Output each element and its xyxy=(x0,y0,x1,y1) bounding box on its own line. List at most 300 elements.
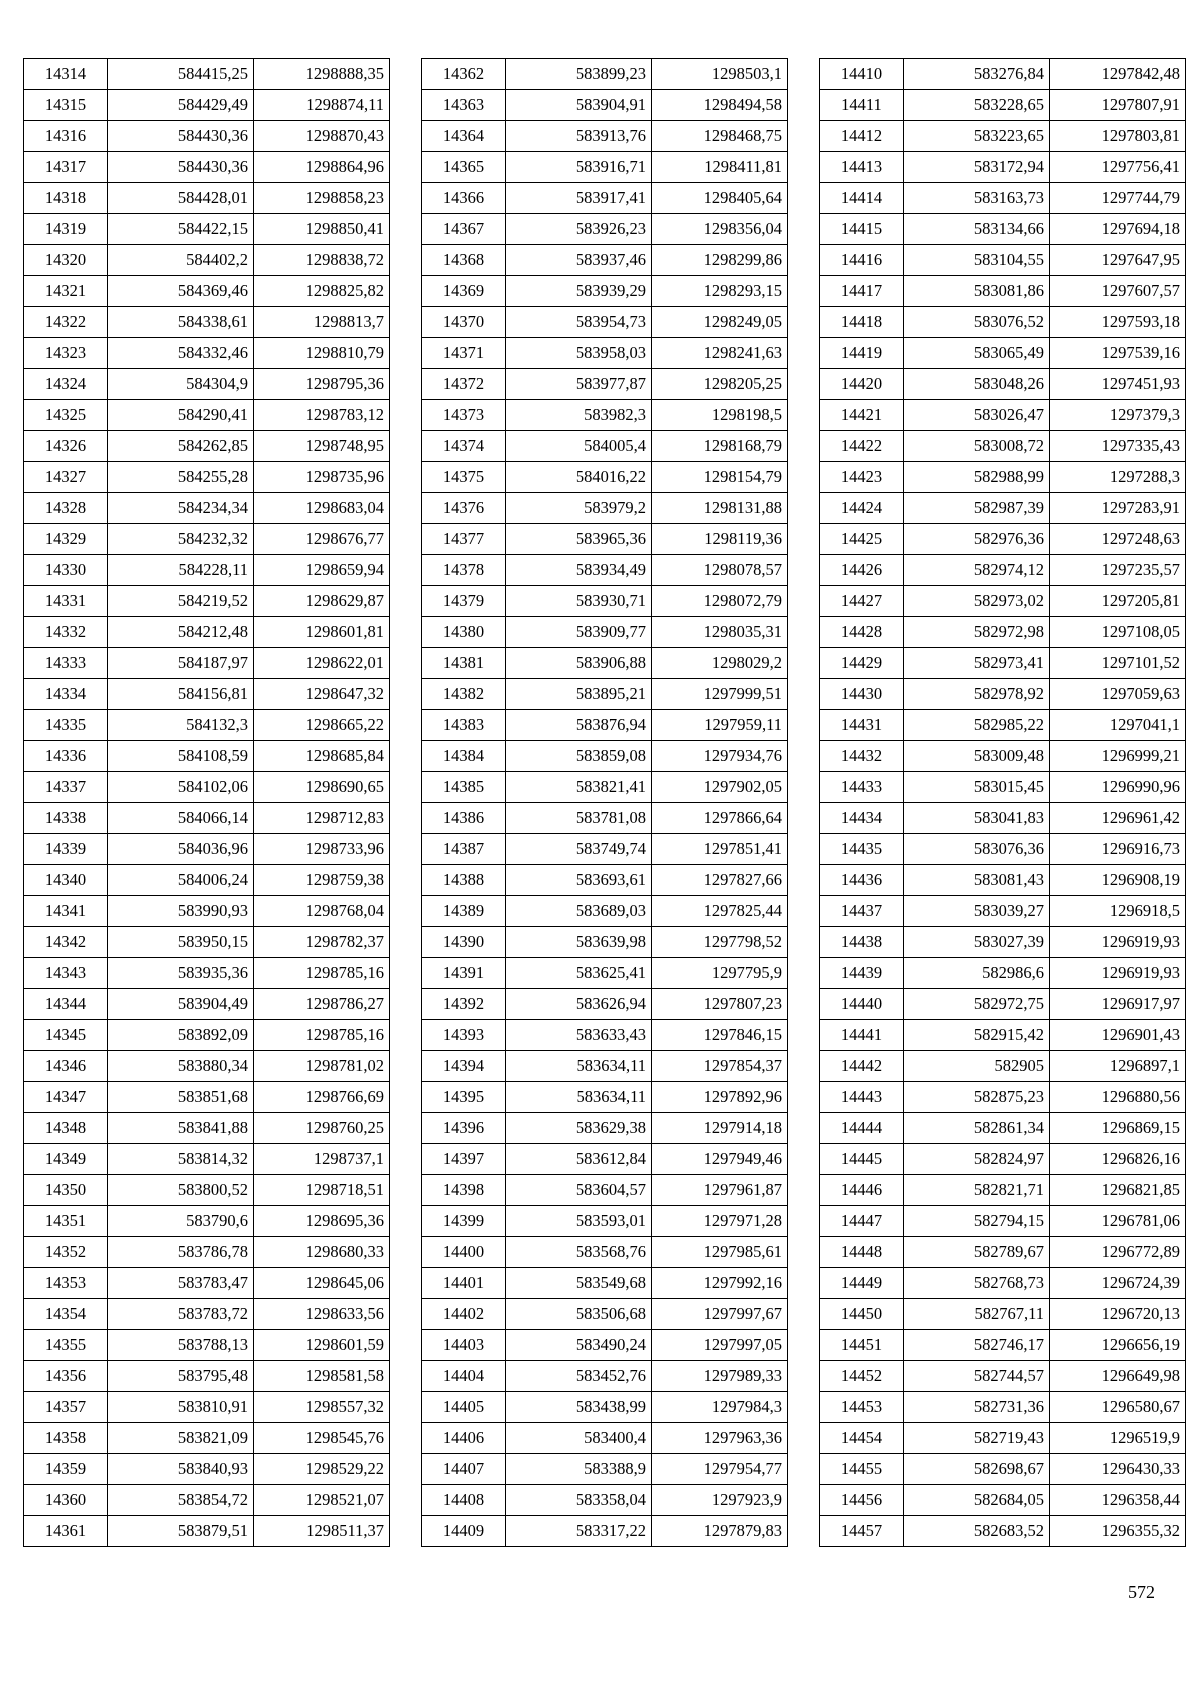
point-id-cell: 14385 xyxy=(422,772,506,803)
point-id-cell: 14448 xyxy=(820,1237,904,1268)
x-coordinate-cell: 583163,73 xyxy=(904,183,1050,214)
table-row xyxy=(820,710,1186,741)
point-id-cell: 14343 xyxy=(24,958,108,989)
y-coordinate-cell: 1298838,72 xyxy=(254,245,390,276)
x-coordinate-cell: 583854,72 xyxy=(108,1485,254,1516)
table-row xyxy=(422,958,788,989)
table-row xyxy=(820,772,1186,803)
table-row xyxy=(422,896,788,927)
table-row xyxy=(422,152,788,183)
y-coordinate-cell: 1297866,64 xyxy=(652,803,788,834)
x-coordinate-cell: 583934,49 xyxy=(506,555,652,586)
point-id-cell: 14440 xyxy=(820,989,904,1020)
y-coordinate-cell: 1296908,19 xyxy=(1050,865,1186,896)
table-row xyxy=(820,1361,1186,1392)
table-row xyxy=(24,772,390,803)
table-row xyxy=(24,1268,390,1299)
point-id-cell: 14382 xyxy=(422,679,506,710)
table-row xyxy=(422,617,788,648)
x-coordinate-cell: 583388,9 xyxy=(506,1454,652,1485)
x-coordinate-cell: 584430,36 xyxy=(108,121,254,152)
y-coordinate-cell: 1298511,37 xyxy=(254,1516,390,1547)
x-coordinate-cell: 584428,01 xyxy=(108,183,254,214)
table-row xyxy=(422,772,788,803)
point-id-cell: 14407 xyxy=(422,1454,506,1485)
x-coordinate-cell: 583506,68 xyxy=(506,1299,652,1330)
y-coordinate-cell: 1298759,38 xyxy=(254,865,390,896)
x-coordinate-cell: 584332,46 xyxy=(108,338,254,369)
x-coordinate-cell: 583859,08 xyxy=(506,741,652,772)
y-coordinate-cell: 1297923,9 xyxy=(652,1485,788,1516)
y-coordinate-cell: 1298810,79 xyxy=(254,338,390,369)
x-coordinate-cell: 582821,71 xyxy=(904,1175,1050,1206)
point-id-cell: 14391 xyxy=(422,958,506,989)
table-row xyxy=(820,183,1186,214)
x-coordinate-cell: 583639,98 xyxy=(506,927,652,958)
x-coordinate-cell: 583800,52 xyxy=(108,1175,254,1206)
point-id-cell: 14344 xyxy=(24,989,108,1020)
y-coordinate-cell: 1298781,02 xyxy=(254,1051,390,1082)
x-coordinate-cell: 583693,61 xyxy=(506,865,652,896)
y-coordinate-cell: 1298601,59 xyxy=(254,1330,390,1361)
x-coordinate-cell: 583076,52 xyxy=(904,307,1050,338)
y-coordinate-cell: 1298785,16 xyxy=(254,1020,390,1051)
table-row xyxy=(422,989,788,1020)
y-coordinate-cell: 1297985,61 xyxy=(652,1237,788,1268)
table-row xyxy=(422,59,788,90)
x-coordinate-cell: 582987,39 xyxy=(904,493,1050,524)
y-coordinate-cell: 1297984,3 xyxy=(652,1392,788,1423)
y-coordinate-cell: 1298293,15 xyxy=(652,276,788,307)
table-row xyxy=(422,586,788,617)
point-id-cell: 14355 xyxy=(24,1330,108,1361)
point-id-cell: 14360 xyxy=(24,1485,108,1516)
point-id-cell: 14389 xyxy=(422,896,506,927)
table-row xyxy=(24,431,390,462)
point-id-cell: 14439 xyxy=(820,958,904,989)
x-coordinate-cell: 583634,11 xyxy=(506,1082,652,1113)
y-coordinate-cell: 1298676,77 xyxy=(254,524,390,555)
point-id-cell: 14387 xyxy=(422,834,506,865)
x-coordinate-cell: 582988,99 xyxy=(904,462,1050,493)
y-coordinate-cell: 1298545,76 xyxy=(254,1423,390,1454)
y-coordinate-cell: 1298737,1 xyxy=(254,1144,390,1175)
point-id-cell: 14381 xyxy=(422,648,506,679)
point-id-cell: 14456 xyxy=(820,1485,904,1516)
y-coordinate-cell: 1297851,41 xyxy=(652,834,788,865)
point-id-cell: 14408 xyxy=(422,1485,506,1516)
y-coordinate-cell: 1296869,15 xyxy=(1050,1113,1186,1144)
x-coordinate-cell: 582719,43 xyxy=(904,1423,1050,1454)
point-id-cell: 14423 xyxy=(820,462,904,493)
point-id-cell: 14401 xyxy=(422,1268,506,1299)
point-id-cell: 14350 xyxy=(24,1175,108,1206)
table-row xyxy=(24,462,390,493)
y-coordinate-cell: 1297961,87 xyxy=(652,1175,788,1206)
point-id-cell: 14380 xyxy=(422,617,506,648)
point-id-cell: 14421 xyxy=(820,400,904,431)
table-row xyxy=(422,1175,788,1206)
x-coordinate-cell: 583979,2 xyxy=(506,493,652,524)
y-coordinate-cell: 1298888,35 xyxy=(254,59,390,90)
table-row xyxy=(422,1268,788,1299)
x-coordinate-cell: 584066,14 xyxy=(108,803,254,834)
point-id-cell: 14370 xyxy=(422,307,506,338)
table-row xyxy=(820,214,1186,245)
table-row xyxy=(422,245,788,276)
table-row xyxy=(24,1082,390,1113)
point-id-cell: 14404 xyxy=(422,1361,506,1392)
point-id-cell: 14390 xyxy=(422,927,506,958)
y-coordinate-cell: 1298712,83 xyxy=(254,803,390,834)
x-coordinate-cell: 583065,49 xyxy=(904,338,1050,369)
table-row xyxy=(820,1454,1186,1485)
table-row xyxy=(24,276,390,307)
y-coordinate-cell: 1296772,89 xyxy=(1050,1237,1186,1268)
x-coordinate-cell: 584212,48 xyxy=(108,617,254,648)
table-row xyxy=(24,90,390,121)
y-coordinate-cell: 1297999,51 xyxy=(652,679,788,710)
x-coordinate-cell: 584219,52 xyxy=(108,586,254,617)
x-coordinate-cell: 582978,92 xyxy=(904,679,1050,710)
x-coordinate-cell: 583851,68 xyxy=(108,1082,254,1113)
y-coordinate-cell: 1296720,13 xyxy=(1050,1299,1186,1330)
y-coordinate-cell: 1298813,7 xyxy=(254,307,390,338)
x-coordinate-cell: 583749,74 xyxy=(506,834,652,865)
x-coordinate-cell: 583904,91 xyxy=(506,90,652,121)
point-id-cell: 14402 xyxy=(422,1299,506,1330)
table-row xyxy=(820,958,1186,989)
y-coordinate-cell: 1298198,5 xyxy=(652,400,788,431)
point-id-cell: 14437 xyxy=(820,896,904,927)
point-id-cell: 14426 xyxy=(820,555,904,586)
point-id-cell: 14371 xyxy=(422,338,506,369)
y-coordinate-cell: 1298131,88 xyxy=(652,493,788,524)
table-row xyxy=(24,307,390,338)
y-coordinate-cell: 1297248,63 xyxy=(1050,524,1186,555)
point-id-cell: 14340 xyxy=(24,865,108,896)
x-coordinate-cell: 584132,3 xyxy=(108,710,254,741)
point-id-cell: 14410 xyxy=(820,59,904,90)
x-coordinate-cell: 583317,22 xyxy=(506,1516,652,1547)
x-coordinate-cell: 583840,93 xyxy=(108,1454,254,1485)
y-coordinate-cell: 1298870,43 xyxy=(254,121,390,152)
y-coordinate-cell: 1298035,31 xyxy=(652,617,788,648)
point-id-cell: 14442 xyxy=(820,1051,904,1082)
table-row xyxy=(24,152,390,183)
y-coordinate-cell: 1298659,94 xyxy=(254,555,390,586)
table-row xyxy=(24,1361,390,1392)
y-coordinate-cell: 1296917,97 xyxy=(1050,989,1186,1020)
x-coordinate-cell: 584422,15 xyxy=(108,214,254,245)
x-coordinate-cell: 583790,6 xyxy=(108,1206,254,1237)
y-coordinate-cell: 1297949,46 xyxy=(652,1144,788,1175)
table-row xyxy=(24,1237,390,1268)
table-row xyxy=(820,1299,1186,1330)
point-id-cell: 14375 xyxy=(422,462,506,493)
point-id-cell: 14432 xyxy=(820,741,904,772)
table-row xyxy=(422,524,788,555)
y-coordinate-cell: 1298858,23 xyxy=(254,183,390,214)
y-coordinate-cell: 1298205,25 xyxy=(652,369,788,400)
x-coordinate-cell: 583568,76 xyxy=(506,1237,652,1268)
y-coordinate-cell: 1297803,81 xyxy=(1050,121,1186,152)
x-coordinate-cell: 583904,49 xyxy=(108,989,254,1020)
point-id-cell: 14338 xyxy=(24,803,108,834)
table-row xyxy=(422,927,788,958)
y-coordinate-cell: 1296649,98 xyxy=(1050,1361,1186,1392)
point-id-cell: 14353 xyxy=(24,1268,108,1299)
y-coordinate-cell: 1297959,11 xyxy=(652,710,788,741)
x-coordinate-cell: 584187,97 xyxy=(108,648,254,679)
point-id-cell: 14379 xyxy=(422,586,506,617)
point-id-cell: 14431 xyxy=(820,710,904,741)
y-coordinate-cell: 1298825,82 xyxy=(254,276,390,307)
point-id-cell: 14443 xyxy=(820,1082,904,1113)
table-row xyxy=(820,1051,1186,1082)
x-coordinate-cell: 583438,99 xyxy=(506,1392,652,1423)
y-coordinate-cell: 1297205,81 xyxy=(1050,586,1186,617)
y-coordinate-cell: 1297971,28 xyxy=(652,1206,788,1237)
x-coordinate-cell: 582972,75 xyxy=(904,989,1050,1020)
table-row xyxy=(24,958,390,989)
table-row xyxy=(422,1237,788,1268)
point-id-cell: 14438 xyxy=(820,927,904,958)
table-row xyxy=(820,152,1186,183)
x-coordinate-cell: 582875,23 xyxy=(904,1082,1050,1113)
point-id-cell: 14359 xyxy=(24,1454,108,1485)
point-id-cell: 14420 xyxy=(820,369,904,400)
x-coordinate-cell: 583783,47 xyxy=(108,1268,254,1299)
table-row xyxy=(820,524,1186,555)
x-coordinate-cell: 582985,22 xyxy=(904,710,1050,741)
y-coordinate-cell: 1297607,57 xyxy=(1050,276,1186,307)
table-row xyxy=(24,1206,390,1237)
x-coordinate-cell: 583009,48 xyxy=(904,741,1050,772)
y-coordinate-cell: 1297379,3 xyxy=(1050,400,1186,431)
point-id-cell: 14394 xyxy=(422,1051,506,1082)
point-id-cell: 14388 xyxy=(422,865,506,896)
table-row xyxy=(422,307,788,338)
x-coordinate-cell: 584415,25 xyxy=(108,59,254,90)
table-row xyxy=(422,1392,788,1423)
table-row xyxy=(24,927,390,958)
table-row xyxy=(24,1485,390,1516)
y-coordinate-cell: 1298503,1 xyxy=(652,59,788,90)
table-row xyxy=(24,245,390,276)
x-coordinate-cell: 583958,03 xyxy=(506,338,652,369)
table-row xyxy=(24,710,390,741)
point-id-cell: 14395 xyxy=(422,1082,506,1113)
point-id-cell: 14429 xyxy=(820,648,904,679)
table-row xyxy=(24,1423,390,1454)
table-row xyxy=(24,1020,390,1051)
y-coordinate-cell: 1298633,56 xyxy=(254,1299,390,1330)
point-id-cell: 14399 xyxy=(422,1206,506,1237)
x-coordinate-cell: 582973,41 xyxy=(904,648,1050,679)
x-coordinate-cell: 583015,45 xyxy=(904,772,1050,803)
x-coordinate-cell: 583081,86 xyxy=(904,276,1050,307)
point-id-cell: 14324 xyxy=(24,369,108,400)
table-row xyxy=(422,1485,788,1516)
y-coordinate-cell: 1297842,48 xyxy=(1050,59,1186,90)
point-id-cell: 14453 xyxy=(820,1392,904,1423)
table-row xyxy=(422,276,788,307)
table-row xyxy=(422,1020,788,1051)
table-row xyxy=(24,896,390,927)
table-row xyxy=(422,710,788,741)
point-id-cell: 14454 xyxy=(820,1423,904,1454)
table-row xyxy=(24,524,390,555)
y-coordinate-cell: 1296781,06 xyxy=(1050,1206,1186,1237)
y-coordinate-cell: 1296918,5 xyxy=(1050,896,1186,927)
table-row xyxy=(24,741,390,772)
point-id-cell: 14314 xyxy=(24,59,108,90)
y-coordinate-cell: 1297288,3 xyxy=(1050,462,1186,493)
table-row xyxy=(820,803,1186,834)
point-id-cell: 14430 xyxy=(820,679,904,710)
y-coordinate-cell: 1298029,2 xyxy=(652,648,788,679)
x-coordinate-cell: 583626,94 xyxy=(506,989,652,1020)
point-id-cell: 14328 xyxy=(24,493,108,524)
point-id-cell: 14416 xyxy=(820,245,904,276)
y-coordinate-cell: 1298760,25 xyxy=(254,1113,390,1144)
table-row xyxy=(24,493,390,524)
y-coordinate-cell: 1297854,37 xyxy=(652,1051,788,1082)
table-row xyxy=(24,214,390,245)
table-row xyxy=(422,1082,788,1113)
x-coordinate-cell: 582824,97 xyxy=(904,1144,1050,1175)
y-coordinate-cell: 1296880,56 xyxy=(1050,1082,1186,1113)
y-coordinate-cell: 1298645,06 xyxy=(254,1268,390,1299)
x-coordinate-cell: 584262,85 xyxy=(108,431,254,462)
table-row xyxy=(820,865,1186,896)
table-row xyxy=(820,307,1186,338)
point-id-cell: 14326 xyxy=(24,431,108,462)
x-coordinate-cell: 582986,6 xyxy=(904,958,1050,989)
x-coordinate-cell: 583048,26 xyxy=(904,369,1050,400)
table-row xyxy=(820,59,1186,90)
x-coordinate-cell: 582684,05 xyxy=(904,1485,1050,1516)
y-coordinate-cell: 1297954,77 xyxy=(652,1454,788,1485)
table-row xyxy=(820,338,1186,369)
x-coordinate-cell: 583926,23 xyxy=(506,214,652,245)
x-coordinate-cell: 584369,46 xyxy=(108,276,254,307)
y-coordinate-cell: 1297647,95 xyxy=(1050,245,1186,276)
x-coordinate-cell: 584232,32 xyxy=(108,524,254,555)
x-coordinate-cell: 582973,02 xyxy=(904,586,1050,617)
x-coordinate-cell: 583913,76 xyxy=(506,121,652,152)
y-coordinate-cell: 1296821,85 xyxy=(1050,1175,1186,1206)
point-id-cell: 14362 xyxy=(422,59,506,90)
x-coordinate-cell: 583625,41 xyxy=(506,958,652,989)
table-row xyxy=(820,834,1186,865)
point-id-cell: 14365 xyxy=(422,152,506,183)
coordinate-table-1 xyxy=(23,58,390,1547)
x-coordinate-cell: 583909,77 xyxy=(506,617,652,648)
y-coordinate-cell: 1298581,58 xyxy=(254,1361,390,1392)
y-coordinate-cell: 1298766,69 xyxy=(254,1082,390,1113)
table-row xyxy=(24,1113,390,1144)
coordinate-table-2 xyxy=(421,58,788,1547)
table-row xyxy=(422,338,788,369)
y-coordinate-cell: 1298718,51 xyxy=(254,1175,390,1206)
x-coordinate-cell: 583814,32 xyxy=(108,1144,254,1175)
y-coordinate-cell: 1298154,79 xyxy=(652,462,788,493)
table-row xyxy=(24,338,390,369)
table-row xyxy=(422,369,788,400)
point-id-cell: 14351 xyxy=(24,1206,108,1237)
y-coordinate-cell: 1297795,9 xyxy=(652,958,788,989)
point-id-cell: 14361 xyxy=(24,1516,108,1547)
table-row xyxy=(24,555,390,586)
table-row xyxy=(24,1051,390,1082)
point-id-cell: 14356 xyxy=(24,1361,108,1392)
y-coordinate-cell: 1297335,43 xyxy=(1050,431,1186,462)
point-id-cell: 14369 xyxy=(422,276,506,307)
y-coordinate-cell: 1296358,44 xyxy=(1050,1485,1186,1516)
table-row xyxy=(820,927,1186,958)
point-id-cell: 14336 xyxy=(24,741,108,772)
point-id-cell: 14434 xyxy=(820,803,904,834)
table-row xyxy=(422,1299,788,1330)
x-coordinate-cell: 583008,72 xyxy=(904,431,1050,462)
x-coordinate-cell: 583916,71 xyxy=(506,152,652,183)
y-coordinate-cell: 1298733,96 xyxy=(254,834,390,865)
x-coordinate-cell: 584234,34 xyxy=(108,493,254,524)
point-id-cell: 14327 xyxy=(24,462,108,493)
point-id-cell: 14367 xyxy=(422,214,506,245)
table-row xyxy=(422,214,788,245)
point-id-cell: 14436 xyxy=(820,865,904,896)
y-coordinate-cell: 1297101,52 xyxy=(1050,648,1186,679)
x-coordinate-cell: 583899,23 xyxy=(506,59,652,90)
point-id-cell: 14339 xyxy=(24,834,108,865)
x-coordinate-cell: 584304,9 xyxy=(108,369,254,400)
table-row xyxy=(820,276,1186,307)
table-row xyxy=(820,1175,1186,1206)
x-coordinate-cell: 583876,94 xyxy=(506,710,652,741)
y-coordinate-cell: 1296355,32 xyxy=(1050,1516,1186,1547)
y-coordinate-cell: 1297235,57 xyxy=(1050,555,1186,586)
table-row xyxy=(422,679,788,710)
point-id-cell: 14441 xyxy=(820,1020,904,1051)
y-coordinate-cell: 1297451,93 xyxy=(1050,369,1186,400)
x-coordinate-cell: 584430,36 xyxy=(108,152,254,183)
point-id-cell: 14346 xyxy=(24,1051,108,1082)
point-id-cell: 14435 xyxy=(820,834,904,865)
point-id-cell: 14415 xyxy=(820,214,904,245)
point-id-cell: 14323 xyxy=(24,338,108,369)
y-coordinate-cell: 1297807,23 xyxy=(652,989,788,1020)
y-coordinate-cell: 1296897,1 xyxy=(1050,1051,1186,1082)
x-coordinate-cell: 583104,55 xyxy=(904,245,1050,276)
x-coordinate-cell: 583939,29 xyxy=(506,276,652,307)
point-id-cell: 14418 xyxy=(820,307,904,338)
table-row xyxy=(422,90,788,121)
x-coordinate-cell: 584402,2 xyxy=(108,245,254,276)
x-coordinate-cell: 582767,11 xyxy=(904,1299,1050,1330)
point-id-cell: 14349 xyxy=(24,1144,108,1175)
y-coordinate-cell: 1298078,57 xyxy=(652,555,788,586)
point-id-cell: 14332 xyxy=(24,617,108,648)
x-coordinate-cell: 584006,24 xyxy=(108,865,254,896)
x-coordinate-cell: 583795,48 xyxy=(108,1361,254,1392)
y-coordinate-cell: 1298768,04 xyxy=(254,896,390,927)
point-id-cell: 14354 xyxy=(24,1299,108,1330)
table-row xyxy=(422,1144,788,1175)
point-id-cell: 14358 xyxy=(24,1423,108,1454)
